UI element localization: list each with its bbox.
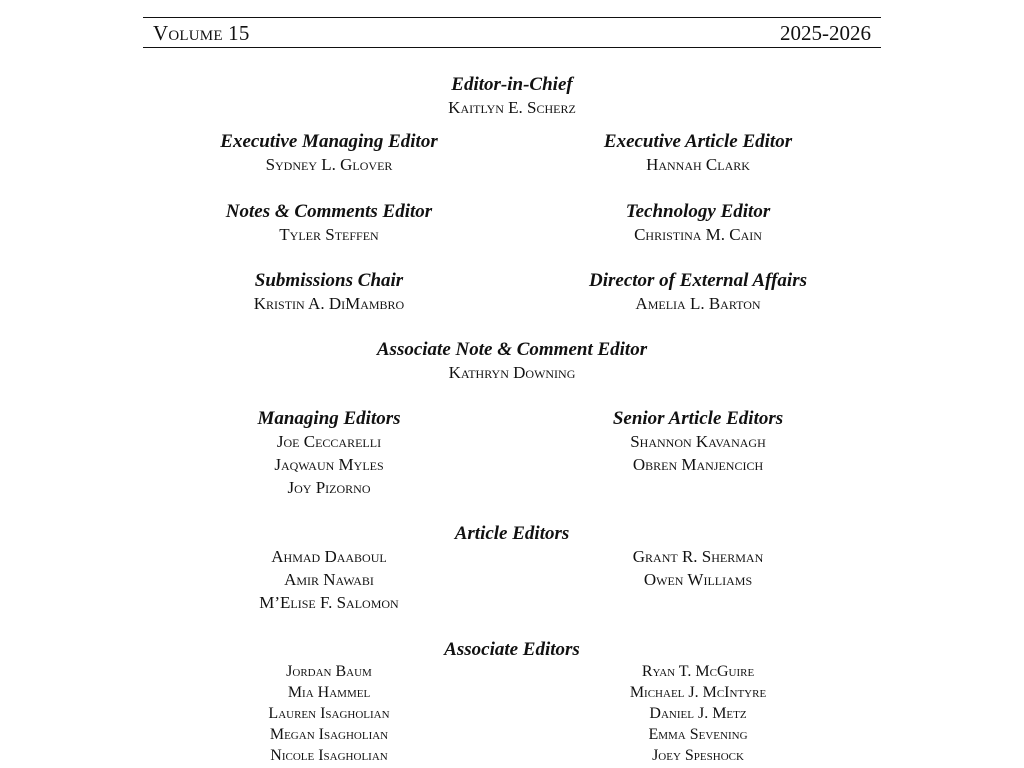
associate-editors-left-column	[143, 661, 515, 766]
submissions-chair-title: Submissions Chair	[254, 270, 404, 291]
director-external-affairs-title: Director of External Affairs	[589, 270, 807, 291]
executive-managing-editor-name: Sydney L. Glover	[265, 155, 393, 174]
senior-article-editors-title: Senior Article Editors	[612, 408, 784, 429]
associate-note-comment-editor-block	[143, 338, 881, 384]
editor-in-chief-block	[143, 73, 881, 119]
associate-editor-name: Michael J. McIntyre	[629, 684, 767, 701]
senior-article-editor-name: Obren Manjencich	[632, 455, 764, 474]
associate-editors-title: Associate Editors	[444, 639, 580, 660]
article-editors-heading-block	[143, 522, 881, 545]
running-header	[143, 17, 881, 48]
associate-editor-name: Megan Isagholian	[269, 726, 389, 743]
executive-article-editor-name: Hannah Clark	[646, 155, 750, 174]
notes-comments-editor-block	[143, 200, 515, 246]
executive-managing-editor-block	[143, 130, 515, 176]
editor-in-chief-title: Editor-in-Chief	[451, 74, 573, 95]
associate-editors-right-column	[515, 661, 881, 766]
associate-editor-name: Daniel J. Metz	[649, 705, 747, 722]
article-editor-name: Owen Williams	[643, 570, 753, 589]
associate-editor-name: Ryan T. McGuire	[641, 663, 755, 680]
associate-editor-name: Joey Speshock	[652, 747, 744, 764]
director-external-affairs-name: Amelia L. Barton	[635, 294, 761, 313]
associate-editor-name: Lauren Isagholian	[268, 705, 390, 722]
submissions-chair-block	[143, 269, 515, 315]
article-editors-left-column	[143, 545, 515, 614]
senior-article-editor-name: Shannon Kavanagh	[630, 432, 766, 451]
senior-article-editors-block	[515, 407, 881, 476]
technology-editor-name: Christina M. Cain	[634, 225, 762, 244]
managing-editor-name: Jaqwaun Myles	[274, 455, 384, 474]
managing-editors-block	[143, 407, 515, 499]
associate-editors-heading-block	[143, 638, 881, 661]
associate-note-comment-editor-name: Kathryn Downing	[448, 363, 576, 382]
associate-note-comment-editor-title: Associate Note & Comment Editor	[376, 339, 648, 360]
masthead-page	[143, 0, 881, 768]
managing-editor-name: Joe Ceccarelli	[276, 432, 382, 451]
article-editor-name: Amir Nawabi	[284, 570, 374, 589]
executive-managing-editor-title: Executive Managing Editor	[220, 131, 438, 152]
submissions-chair-name: Kristin A. DiMambro	[253, 294, 405, 313]
technology-editor-block	[515, 200, 881, 246]
managing-editor-name: Joy Pizorno	[287, 478, 371, 497]
technology-editor-title: Technology Editor	[625, 201, 771, 222]
associate-editor-name: Mia Hammel	[287, 684, 371, 701]
notes-comments-editor-title: Notes & Comments Editor	[225, 201, 433, 222]
executive-article-editor-title: Executive Article Editor	[603, 131, 793, 152]
associate-editor-name: Jordan Baum	[286, 663, 372, 680]
editor-in-chief-name: Kaitlyn E. Scherz	[448, 98, 576, 117]
notes-comments-editor-name: Tyler Steffen	[279, 225, 379, 244]
associate-editor-name: Emma Sevening	[648, 726, 748, 743]
article-editors-title: Article Editors	[454, 523, 570, 544]
article-editor-name: Grant R. Sherman	[632, 547, 764, 566]
article-editor-name: M’Elise F. Salomon	[259, 593, 399, 612]
associate-editor-name: Nicole Isagholian	[270, 747, 388, 764]
year-range: 2025-2026	[780, 21, 871, 45]
article-editor-name: Ahmad Daaboul	[271, 547, 387, 566]
volume-label: Volume 15	[153, 21, 250, 45]
director-external-affairs-block	[515, 269, 881, 315]
executive-article-editor-block	[515, 130, 881, 176]
article-editors-right-column	[515, 545, 881, 591]
managing-editors-title: Managing Editors	[257, 408, 401, 429]
